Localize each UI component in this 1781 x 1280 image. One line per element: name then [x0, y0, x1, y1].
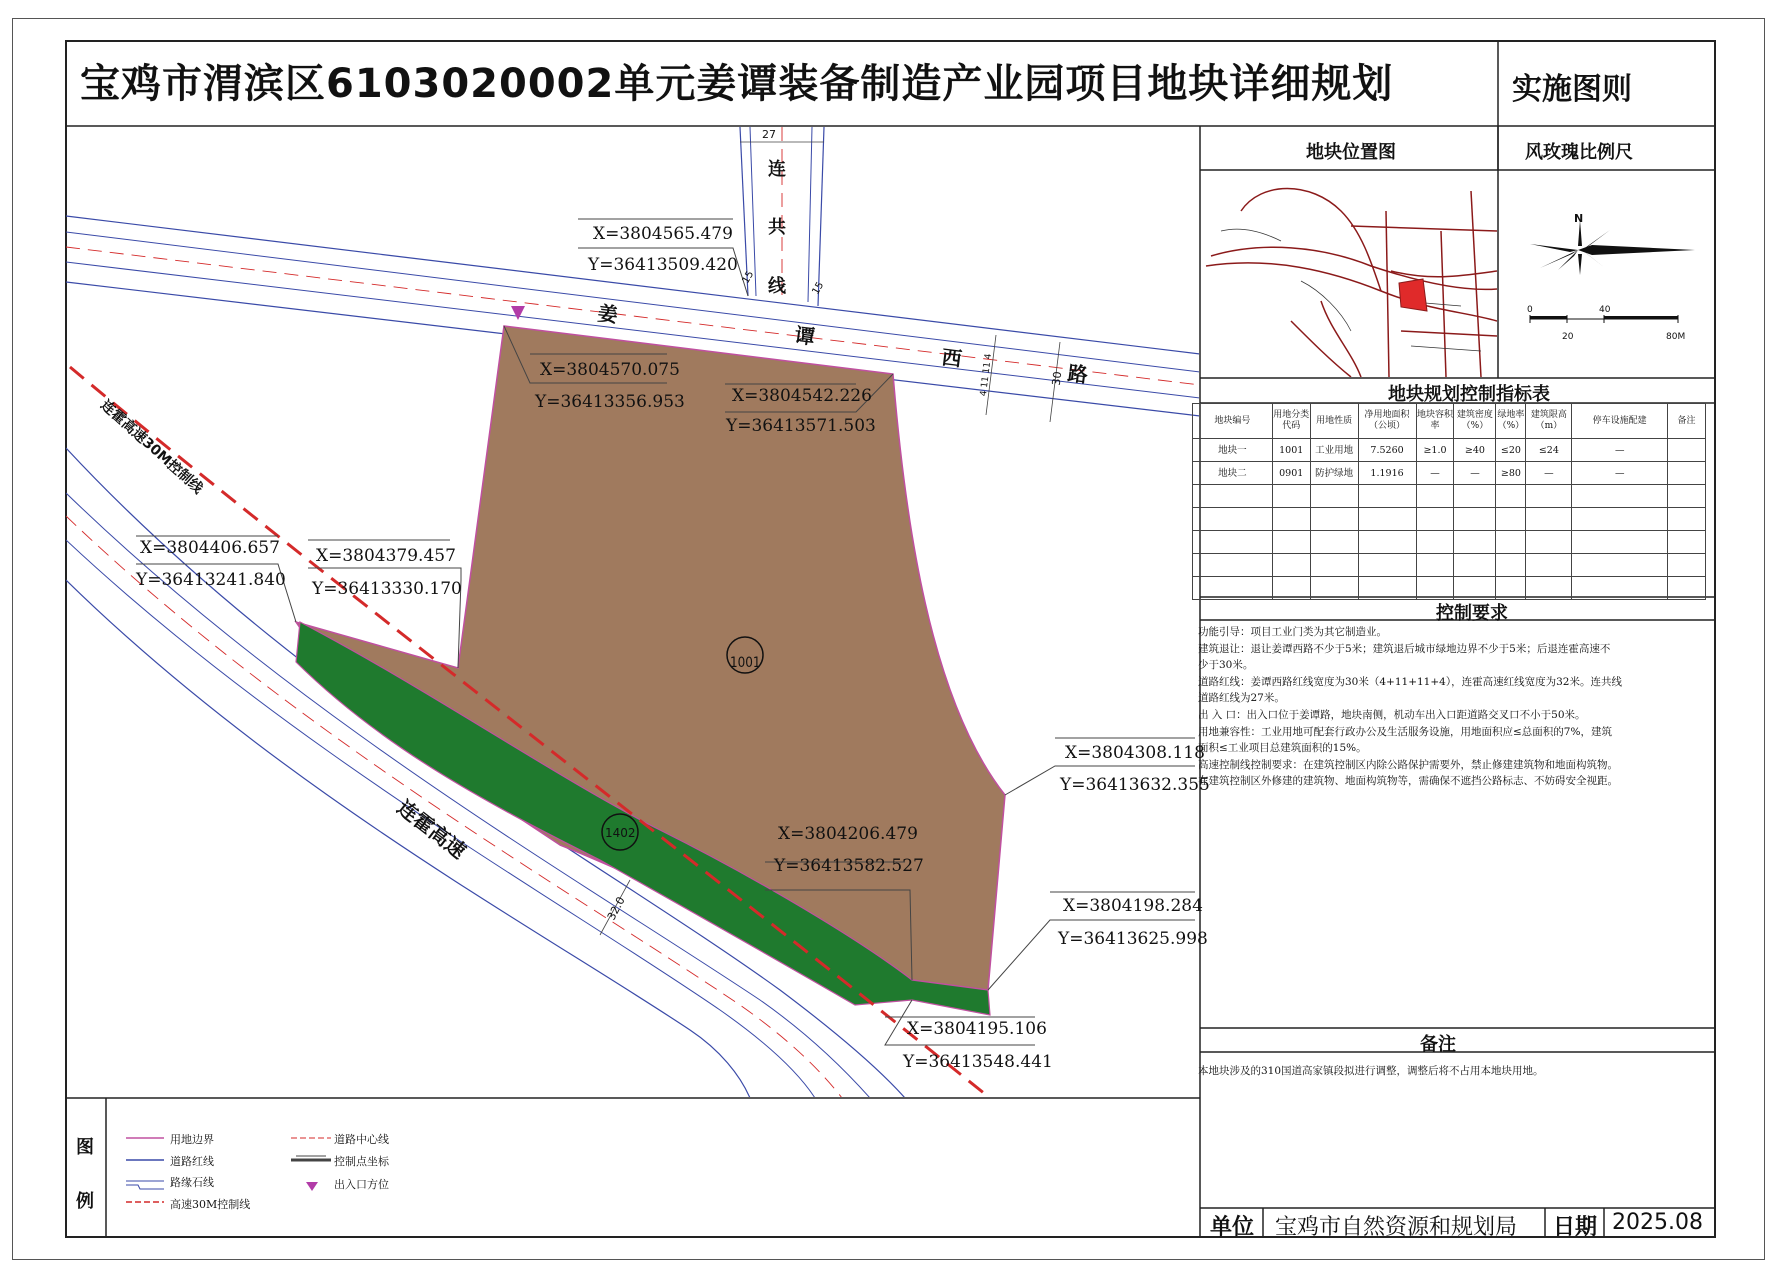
scale-tick-0: 0	[1527, 305, 1533, 315]
coord-x-1: X=3804570.075	[540, 360, 680, 380]
coord-x-7: X=3804198.284	[1063, 896, 1203, 916]
table-row	[1193, 508, 1706, 531]
date-label: 日期	[1553, 1215, 1598, 1240]
road-label-xian: 线	[768, 276, 786, 297]
page-title: 宝鸡市渭滨区6103020002单元姜谭装备制造产业园项目地块详细规划	[80, 61, 1394, 107]
legend-title-2: 例	[76, 1191, 94, 1212]
unit-value: 宝鸡市自然资源和规划局	[1275, 1215, 1518, 1240]
scale-tick-80: 80M	[1666, 332, 1686, 342]
panel-title: 实施图则	[1512, 72, 1632, 107]
th-far: 地块容积率	[1416, 404, 1454, 439]
location-map	[1201, 171, 1497, 377]
index-table-title: 地块规划控制指标表	[1388, 384, 1550, 405]
parcel-1001-label: 1001	[730, 653, 761, 671]
table-row	[1193, 577, 1706, 600]
control-line-label: 连霍高速30M控制线	[97, 397, 206, 498]
scale-tick-20: 20	[1562, 332, 1574, 342]
date-value: 2025.08	[1612, 1210, 1703, 1235]
dim-32: 32.0	[604, 894, 628, 923]
control-index-table	[1192, 403, 1706, 600]
th-density: 建筑密度（%）	[1454, 404, 1496, 439]
legend-control-point: 控制点坐标	[334, 1155, 389, 1168]
legend-red-line: 道路红线	[170, 1155, 214, 1168]
road-label-xi: 西	[940, 344, 964, 372]
legend-title-1: 图	[76, 1137, 94, 1158]
coord-x-5: X=3804308.118	[1065, 743, 1205, 763]
coord-x-2: X=3804542.226	[732, 386, 872, 406]
coord-y-8: Y=36413548.441	[903, 1052, 1053, 1072]
road-label-lu: 路	[1066, 360, 1090, 388]
dim-30: 30	[1049, 370, 1065, 387]
unit-label: 单位	[1210, 1215, 1255, 1240]
table-row: 地块二 0901 防护绿地 1.1916 — — ≥80 — —	[1193, 462, 1706, 485]
coord-x-0: X=3804565.479	[593, 224, 733, 244]
road-label-lian: 连	[768, 159, 786, 180]
table-row	[1193, 554, 1706, 577]
entrance-marker-icon	[511, 306, 525, 320]
coord-x-6: X=3804206.479	[778, 824, 918, 844]
legend-control-line: 高速30M控制线	[170, 1198, 251, 1211]
expressway-label: 连霍高速	[392, 795, 471, 864]
dim-4-11-11-4: 4 11 11 4	[978, 353, 995, 397]
note-text: 本地块涉及的310国道高家镇段拟进行调整，调整后将不占用本地块用地。	[1198, 1065, 1544, 1077]
th-green-rate: 绿地率（%）	[1496, 404, 1526, 439]
control-requirements: 功能引导：项目工业门类为其它制造业。 建筑退让：退让姜谭西路不少于5米；建筑退后城市绿地边界不少于5米；后退连霍高速不 少于30米。 道路红线：姜谭西路红线宽度为30米（4+11+11+4），连霍高速红线宽度为32米。连共线 道路红线为27米。 出 入 口：出入口位于姜谭路，地块南侧，机动车出入口距道路交叉口不小于50米。 用地兼容性：工业用地可配套行政办公及生活服务设施，用地面积应≤总面积的7%，建筑 面积≤工业项目总建筑面积的15%。 高速控制线控制要求：在建筑控制区内除公路保护需要外，禁止修建建筑物和地面构筑物。 在建筑控制区外修建的建筑物、地面构筑物等，需确保不遮挡公路标志、不妨碍安全视距。	[1198, 626, 1622, 788]
north-label: N	[1574, 212, 1584, 225]
legend-curb-line: 路缘石线	[170, 1176, 214, 1189]
coord-y-3: Y=36413241.840	[136, 570, 286, 590]
th-remark: 备注	[1668, 404, 1706, 439]
th-parcel-id: 地块编号	[1193, 404, 1273, 439]
legend-symbols	[106, 1099, 446, 1209]
coord-x-4: X=3804379.457	[316, 546, 456, 566]
control-title: 控制要求	[1436, 603, 1508, 624]
coord-y-7: Y=36413625.998	[1058, 929, 1208, 949]
location-highlight	[1399, 279, 1427, 311]
coord-y-5: Y=36413632.355	[1060, 775, 1210, 795]
legend-entrance: 出入口方位	[334, 1178, 389, 1191]
dim-27: 27	[762, 128, 776, 141]
th-parking: 停车设施配建	[1572, 404, 1668, 439]
location-map-title: 地块位置图	[1306, 142, 1396, 163]
scale-tick-40: 40	[1599, 305, 1611, 315]
table-row: 地块一 1001 工业用地 7.5260 ≥1.0 ≥40 ≤20 ≤24 —	[1193, 439, 1706, 462]
coord-x-8: X=3804195.106	[907, 1019, 1047, 1039]
th-net-area: 净用地面积（公顷）	[1358, 404, 1416, 439]
dim-15-left: 15	[740, 269, 757, 286]
th-height: 建筑限高（m）	[1526, 404, 1572, 439]
legend-center-line: 道路中心线	[334, 1133, 389, 1146]
table-row	[1193, 531, 1706, 554]
table-row	[1193, 485, 1706, 508]
road-label-tan: 谭	[793, 322, 817, 350]
note-title: 备注	[1420, 1034, 1456, 1055]
th-land-code: 用地分类代码	[1272, 404, 1310, 439]
legend-boundary: 用地边界	[170, 1133, 214, 1146]
wind-rose	[1500, 190, 1714, 350]
coord-y-1: Y=36413356.953	[535, 392, 685, 412]
th-land-use: 用地性质	[1310, 404, 1358, 439]
coord-x-3: X=3804406.657	[140, 538, 280, 558]
wind-rose-title: 风玫瑰比例尺	[1525, 142, 1633, 163]
coord-y-4: Y=36413330.170	[312, 579, 462, 599]
coord-y-2: Y=36413571.503	[726, 416, 876, 436]
coord-y-0: Y=36413509.420	[588, 255, 738, 275]
dim-15-right: 15	[810, 280, 827, 297]
road-label-gong: 共	[768, 217, 786, 238]
coord-y-6: Y=36413582.527	[774, 856, 924, 876]
parcel-1402-label: 1402	[605, 826, 636, 840]
road-label-jiang: 姜	[596, 300, 620, 328]
